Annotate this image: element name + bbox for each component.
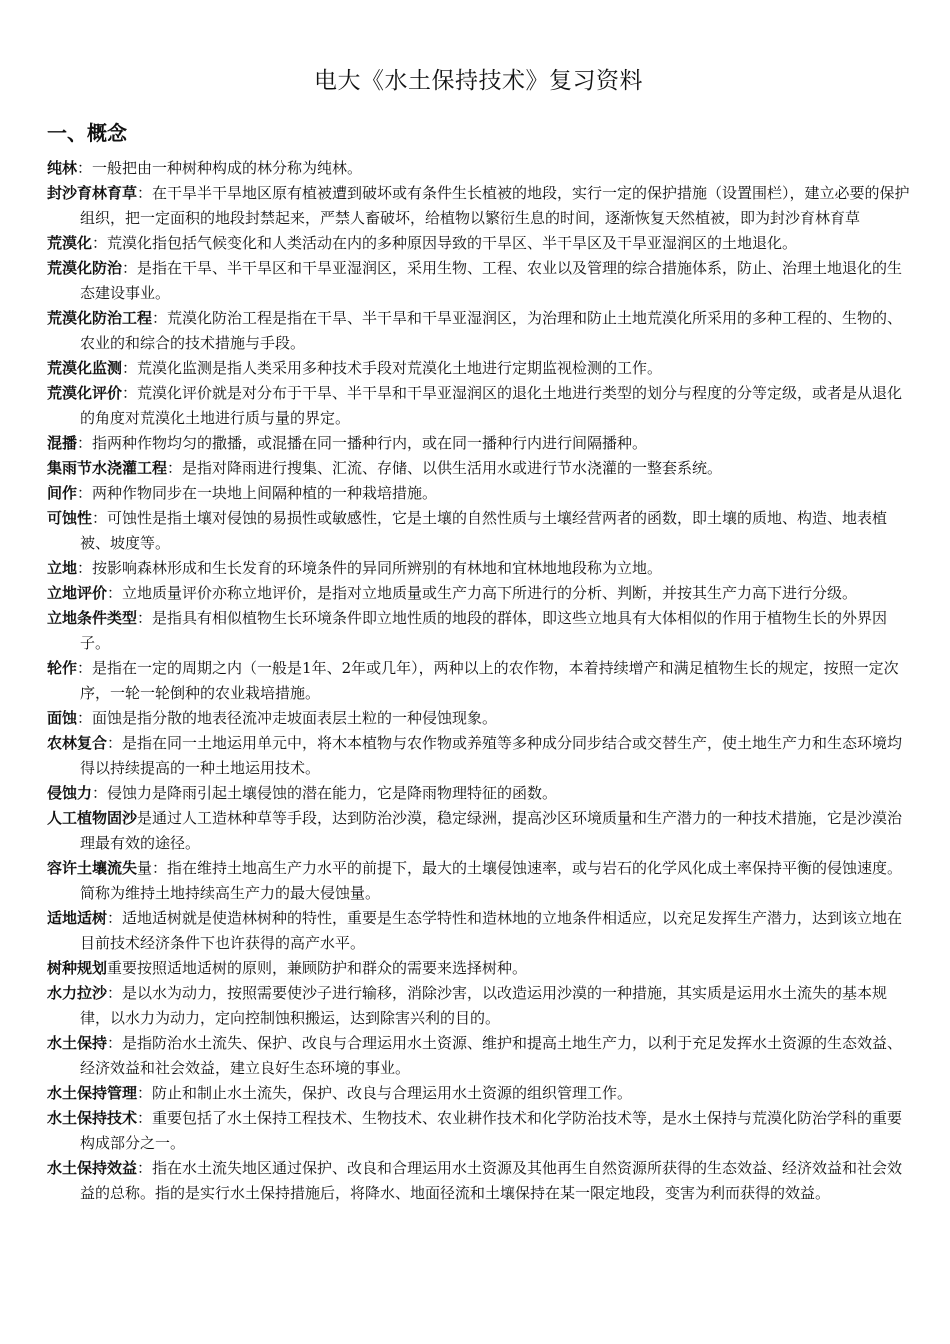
definition-entry	[47, 731, 910, 781]
term-separator: ：	[107, 1034, 123, 1052]
definition-entry	[47, 231, 910, 256]
definition-text: 两种作物同步在一块地上间隔种植的一种栽培措施。	[92, 484, 438, 502]
definition-text: 立地质量评价亦称立地评价，是指对立地质量或生产力高下所进行的分析、判断，并按其生产力高下进行分级。	[122, 584, 858, 602]
definition-text: 量：指在维持土地高生产力水平的前提下，最大的土壤侵蚀速率，或与岩石的化学风化成土率保持平衡的侵蚀速度。简称为维持土地持续高生产力的最大侵蚀量。	[80, 859, 903, 902]
definition-term: 人工植物固沙	[47, 809, 138, 827]
definition-text: 侵蚀力是降雨引起土壤侵蚀的潜在能力，它是降雨物理特征的函数。	[107, 784, 558, 802]
term-separator: ：	[122, 259, 138, 277]
term-separator: ：	[107, 984, 123, 1002]
term-separator: ：	[77, 159, 93, 177]
definition-entry	[47, 781, 910, 806]
definition-entry	[47, 606, 910, 656]
definition-entry	[47, 156, 910, 181]
term-separator: ：	[77, 559, 93, 577]
definition-text: 是指在一定的周期之内（一般是1年、2年或几年），两种以上的农作物，本着持续增产和满足植物生长的规定，按照一定次序，一轮一轮倒种的农业栽培措施。	[80, 659, 899, 702]
definition-entry	[47, 381, 910, 431]
definition-entry	[47, 1081, 910, 1106]
definition-entry	[47, 356, 910, 381]
term-separator: ：	[137, 1159, 153, 1177]
definition-term: 可蚀性	[47, 509, 93, 527]
definition-text: 指在水土流失地区通过保护、改良和合理运用水土资源及其他再生自然资源所获得的生态效益、经济效益和社会效益的总称。指的是实行水土保持措施后，将降水、地面径流和土壤保持在某一限定地段，变害为利而获得的效益。	[80, 1159, 903, 1202]
definition-term: 容许土壤流失	[47, 859, 138, 877]
definition-term: 纯林	[47, 159, 78, 177]
term-separator: ：	[122, 384, 138, 402]
term-separator: ：	[137, 1084, 153, 1102]
term-separator: ：	[152, 309, 168, 327]
definition-entry	[47, 981, 910, 1031]
definition-entry	[47, 581, 910, 606]
definition-entry	[47, 481, 910, 506]
definition-entry	[47, 1106, 910, 1156]
definition-term: 荒漠化监测	[47, 359, 123, 377]
definition-entry	[47, 706, 910, 731]
definition-entry	[47, 431, 910, 456]
definition-text: 面蚀是指分散的地表径流冲走坡面表层土粒的一种侵蚀现象。	[92, 709, 498, 727]
definition-entry	[47, 906, 910, 956]
definition-text: 是指在同一土地运用单元中，将木本植物与农作物或养殖等多种成分同步结合或交替生产，使土地生产力和生态环境均得以持续提高的一种土地运用技术。	[80, 734, 903, 777]
term-separator: ：	[107, 584, 123, 602]
definition-term: 水土保持	[47, 1034, 108, 1052]
definition-term: 荒漠化评价	[47, 384, 123, 402]
document-title: 电大《水土保持技术》复习资料	[314, 68, 643, 94]
term-separator: ：	[77, 484, 93, 502]
definition-entry	[47, 456, 910, 481]
definition-text: 是指在干旱、半干旱区和干旱亚湿润区，采用生物、工程、农业以及管理的综合措施体系，防止、治理土地退化的生态建设事业。	[80, 259, 903, 302]
definition-entry	[47, 256, 910, 306]
definition-text: 适地适树就是使造林树种的特性，重要是生态学特性和造林地的立地条件相适应，以充足发挥生产潜力，达到该立地在目前技术经济条件下也许获得的高产水平。	[80, 909, 903, 952]
definition-text: 指两种作物均匀的撒播，或混播在同一播种行内，或在同一播种行内进行间隔播种。	[92, 434, 648, 452]
definition-text: 是以水为动力，按照需要使沙子进行输移，消除沙害，以改造运用沙漠的一种措施，其实质是运用水土流失的基本规律，以水力为动力，定向控制蚀积搬运，达到除害兴利的目的。	[80, 984, 888, 1027]
definition-text: 荒漠化指包括气候变化和人类活动在内的多种原因导致的干旱区、半干旱区及干旱亚湿润区的土地退化。	[107, 234, 798, 252]
definition-term: 树种规划	[47, 959, 108, 977]
definition-term: 轮作	[47, 659, 78, 677]
definition-term: 集雨节水浇灌工程	[47, 459, 168, 477]
definition-term: 立地评价	[47, 584, 108, 602]
definition-entry	[47, 1031, 910, 1081]
term-separator: ：	[107, 909, 123, 927]
definition-text: 重要按照适地适树的原则，兼顾防护和群众的需要来选择树种。	[107, 959, 528, 977]
term-separator: ：	[92, 509, 108, 527]
section-heading: 一、概念	[47, 121, 127, 145]
definition-text: 重要包括了水土保持工程技术、生物技术、农业耕作技术和化学防治技术等，是水土保持与荒漠化防治学科的重要构成部分之一。	[80, 1109, 903, 1152]
definition-text: 可蚀性是指土壤对侵蚀的易损性或敏感性，它是土壤的自然性质与土壤经营两者的函数，即土壤的质地、构造、地表植被、坡度等。	[80, 509, 888, 552]
definition-term: 混播	[47, 434, 78, 452]
term-separator: ：	[92, 234, 108, 252]
term-separator: ：	[137, 1109, 153, 1127]
definition-text: 荒漠化评价就是对分布于干旱、半干旱和干旱亚湿润区的退化土地进行类型的划分与程度的分等定级，或者是从退化的角度对荒漠化土地进行质与量的界定。	[80, 384, 903, 427]
definition-term: 荒漠化	[47, 234, 93, 252]
definition-term: 侵蚀力	[47, 784, 93, 802]
definition-term: 间作	[47, 484, 78, 502]
term-separator: ：	[167, 459, 183, 477]
definition-text: 是通过人工造林种草等手段，达到防治沙漠，稳定绿洲，提高沙区环境质量和生产潜力的一种技术措施，它是沙漠治理最有效的途径。	[80, 809, 903, 852]
term-separator: ：	[77, 434, 93, 452]
definition-text: 是指具有相似植物生长环境条件即立地性质的地段的群体，即这些立地具有大体相似的作用于植物生长的外界因子。	[80, 609, 888, 652]
definition-entry	[47, 956, 910, 981]
definition-term: 立地	[47, 559, 78, 577]
definition-text: 荒漠化防治工程是指在干旱、半干旱和干旱亚湿润区，为治理和防止土地荒漠化所采用的多种工程的、生物的、农业的和综合的技术措施与手段。	[80, 309, 903, 352]
definition-term: 水力拉沙	[47, 984, 108, 1002]
definition-text: 是指对降雨进行搜集、汇流、存储、以供生活用水或进行节水浇灌的一整套系统。	[182, 459, 723, 477]
definition-text: 荒漠化监测是指人类采用多种技术手段对荒漠化土地进行定期监视检测的工作。	[137, 359, 663, 377]
definition-term: 封沙育林育草	[47, 184, 138, 202]
definition-list	[47, 156, 910, 1206]
definition-term: 立地条件类型	[47, 609, 138, 627]
term-separator: ：	[107, 734, 123, 752]
definition-term: 荒漠化防治工程	[47, 309, 153, 327]
definition-text: 防止和制止水土流失，保护、改良与合理运用水土资源的组织管理工作。	[152, 1084, 633, 1102]
definition-entry	[47, 506, 910, 556]
definition-term: 面蚀	[47, 709, 78, 727]
definition-entry	[47, 181, 910, 231]
definition-text: 一般把由一种树种构成的林分称为纯林。	[92, 159, 363, 177]
definition-term: 水土保持管理	[47, 1084, 138, 1102]
definition-entry	[47, 1156, 910, 1206]
definition-term: 荒漠化防治	[47, 259, 123, 277]
definition-term: 水土保持技术	[47, 1109, 138, 1127]
term-separator: ：	[77, 709, 93, 727]
term-separator: ：	[77, 659, 93, 677]
definition-term: 农林复合	[47, 734, 108, 752]
definition-term: 适地适树	[47, 909, 108, 927]
definition-entry	[47, 856, 910, 906]
definition-term: 水土保持效益	[47, 1159, 138, 1177]
term-separator: ：	[92, 784, 108, 802]
definition-text: 在干旱半干旱地区原有植被遭到破坏或有条件生长植被的地段，实行一定的保护措施（设置围栏），建立必要的保护组织，把一定面积的地段封禁起来，严禁人畜破坏，给植物以繁衍生息的时间，逐渐恢复天然植被，即为封沙育林育草	[80, 184, 910, 227]
definition-entry	[47, 306, 910, 356]
definition-entry	[47, 556, 910, 581]
term-separator: ：	[122, 359, 138, 377]
term-separator: ：	[137, 609, 153, 627]
definition-text: 按影响森林形成和生长发育的环境条件的异同所辨别的有林地和宜林地地段称为立地。	[92, 559, 663, 577]
definition-entry	[47, 806, 910, 856]
definition-text: 是指防治水土流失、保护、改良与合理运用水土资源、维护和提高土地生产力，以利于充足发挥水土资源的生态效益、经济效益和社会效益，建立良好生态环境的事业。	[80, 1034, 903, 1077]
definition-entry	[47, 656, 910, 706]
term-separator: ：	[137, 184, 153, 202]
